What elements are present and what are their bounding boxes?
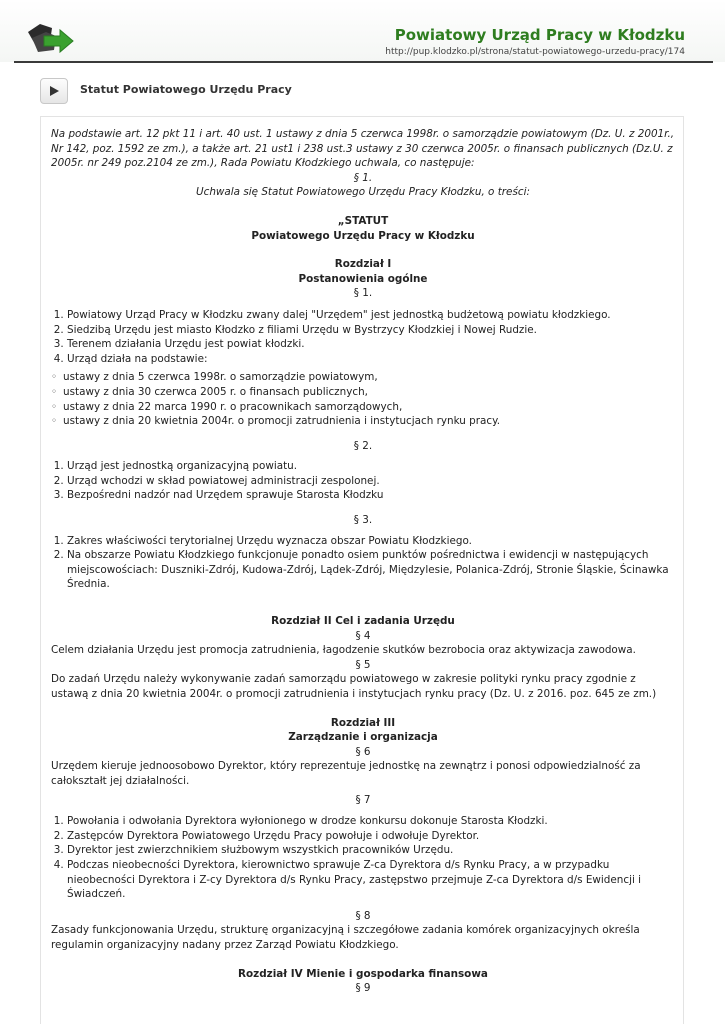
paragraph-1-sublist bbox=[51, 370, 675, 428]
paragraph-6-number: § 6 bbox=[355, 745, 371, 758]
section-title: Statut Powiatowego Urzędu Pracy bbox=[80, 83, 292, 96]
paragraph-9-number: § 9 bbox=[355, 982, 371, 995]
chapter-1-title: Rozdział I bbox=[334, 258, 392, 271]
paragraph-3-number: § 3. bbox=[353, 514, 373, 527]
header-divider bbox=[14, 61, 713, 63]
paragraph-7-list bbox=[51, 814, 675, 902]
paragraph-2-list bbox=[51, 459, 675, 503]
chapter-4-title: Rozdział IV Mienie i gospodarka finansowa bbox=[238, 967, 488, 980]
paragraph-6-text: Urzędem kieruje jednoosobowo Dyrektor, który reprezentuje jednostkę na zewnątrz i ponosi odpowiedzialność za całokształt jej działalności. bbox=[51, 760, 641, 787]
list-item: ◦ ustawy z dnia 30 czerwca 2005 r. o finansach publicznych, bbox=[51, 385, 675, 400]
list-item: 4. Podczas nieobecności Dyrektora, kierownictwo sprawuje Z-ca Dyrektora d/s Rynku Pracy, a w przypadku nieobecności Dyrektora i Z-cy Dyrektora d/s Rynku Pracy, zastępstwo przejmuje Z-ca Dyrektora d/s Ewidencji i Świadczeń. bbox=[67, 858, 675, 902]
list-item: 3. Bezpośredni nadzór nad Urzędem sprawuje Starosta Kłodzku bbox=[67, 488, 675, 503]
list-item: ◦ ustawy z dnia 20 kwietnia 2004r. o promocji zatrudnienia i instytucjach rynku pracy. bbox=[51, 414, 675, 429]
paragraph-4-text: Celem działania Urzędu jest promocja zatrudnienia, łagodzenie skutków bezrobocia oraz aktywizacja zawodowa. bbox=[51, 644, 636, 657]
list-item: 3. Terenem działania Urzędu jest powiat kłodzki. bbox=[67, 337, 675, 352]
list-item: 2. Siedzibą Urzędu jest miasto Kłodzko z filiami Urzędu w Bystrzycy Kłodzkiej i Nowej Rudzie. bbox=[67, 323, 675, 338]
paragraph-3-list bbox=[51, 534, 675, 592]
page-header bbox=[0, 0, 725, 62]
statut-subtitle: Powiatowego Urzędu Pracy w Kłodzku bbox=[251, 229, 475, 242]
list-item: 1. Urząd jest jednostką organizacyjną powiatu. bbox=[67, 459, 675, 474]
play-arrow-icon bbox=[49, 85, 60, 97]
statut-title: „STATUT bbox=[337, 214, 389, 227]
paragraph-7-number: § 7 bbox=[355, 793, 371, 806]
section-arrow-button[interactable] bbox=[40, 78, 68, 104]
site-title-block bbox=[0, 26, 725, 59]
list-item: 3. Dyrektor jest zwierzchnikiem służbowym wszystkich pracowników Urzędu. bbox=[67, 843, 675, 858]
paragraph-5-number: § 5 bbox=[355, 658, 371, 671]
list-item: 2. Na obszarze Powiatu Kłodzkiego funkcjonuje ponadto osiem punktów pośrednictwa i ewidencji w następujących miejscowościach: Duszniki-Zdrój, Kudowa-Zdrój, Lądek-Zdrój, Międzylesie, Polanica-Zdrój, Stronie Śląskie, Ścinawka Średnia. bbox=[67, 548, 675, 592]
paragraph-4-number: § 4 bbox=[355, 629, 371, 642]
intro-paragraph-number: § 1. bbox=[353, 171, 373, 184]
paragraph-8-number: § 8 bbox=[355, 909, 371, 922]
list-item: 4. Urząd działa na podstawie: bbox=[67, 352, 675, 367]
site-title: Powiatowy Urząd Pracy w Kłodzku bbox=[394, 26, 685, 44]
list-item: 1. Powiatowy Urząd Pracy w Kłodzku zwany dalej "Urzędem" jest jednostką budżetową powiatu kłodzkiego. bbox=[67, 308, 675, 323]
list-item: 1. Powołania i odwołania Dyrektora wyłonionego w drodze konkursu dokonuje Starosta Kłodzki. bbox=[67, 814, 675, 829]
chapter-3-subtitle: Zarządzanie i organizacja bbox=[288, 731, 438, 744]
intro-text: Na podstawie art. 12 pkt 11 i art. 40 ust. 1 ustawy z dnia 5 czerwca 1998r. o samorządzie powiatowym (Dz. U. z 2001r., Nr 142, poz. 1592 ze zm.), a także art. 21 ust1 i 238 ust.3 ustawy z 30 czerwca 2005r. o finansach publicznych (Dz.U. z 2005r. nr 249 poz.2104 ze zm.), Rada Powiatu Kłodzkiego uchwala, co następuje: bbox=[51, 128, 675, 170]
list-item: ◦ ustawy z dnia 22 marca 1990 r. o pracownikach samorządowych, bbox=[51, 400, 675, 415]
paragraph-1-number: § 1. bbox=[353, 287, 373, 300]
paragraph-8-text: Zasady funkcjonowania Urzędu, strukturę organizacyjną i szczegółowe zadania komórek organizacyjnych określa regulamin organizacyjny nadany przez Zarząd Powiatu Kłodzkiego. bbox=[51, 924, 640, 951]
list-item: ◦ ustawy z dnia 5 czerwca 1998r. o samorządzie powiatowym, bbox=[51, 370, 675, 385]
paragraph-2-number: § 2. bbox=[353, 439, 373, 452]
chapter-1-subtitle: Postanowienia ogólne bbox=[298, 272, 428, 285]
intro-resolution: Uchwala się Statut Powiatowego Urzędu Pracy Kłodzku, o treści: bbox=[196, 186, 530, 199]
list-item: 2. Urząd wchodzi w skład powiatowej administracji zespolonej. bbox=[67, 474, 675, 489]
chapter-3-title: Rozdział III bbox=[330, 716, 396, 729]
list-item: 1. Zakres właściwości terytorialnej Urzędu wyznacza obszar Powiatu Kłodzkiego. bbox=[67, 534, 675, 549]
document-body bbox=[51, 127, 675, 996]
section-bar bbox=[40, 78, 680, 106]
chapter-2-title: Rozdział II Cel i zadania Urzędu bbox=[271, 615, 455, 628]
list-item: 2. Zastępców Dyrektora Powiatowego Urzędu Pracy powołuje i odwołuje Dyrektor. bbox=[67, 829, 675, 844]
content-panel bbox=[40, 116, 684, 1024]
paragraph-1-list bbox=[51, 308, 675, 366]
paragraph-5-text: Do zadań Urzędu należy wykonywanie zadań samorządu powiatowego w zakresie polityki rynku pracy zgodnie z ustawą z dnia 20 kwietnia 2004r. o promocji zatrudnienia i instytucjach rynku pracy (Dz. U. z 2016. poz. 645 ze zm.) bbox=[51, 673, 657, 700]
page-url: http://pup.klodzko.pl/strona/statut-powiatowego-urzedu-pracy/174 bbox=[385, 47, 685, 57]
